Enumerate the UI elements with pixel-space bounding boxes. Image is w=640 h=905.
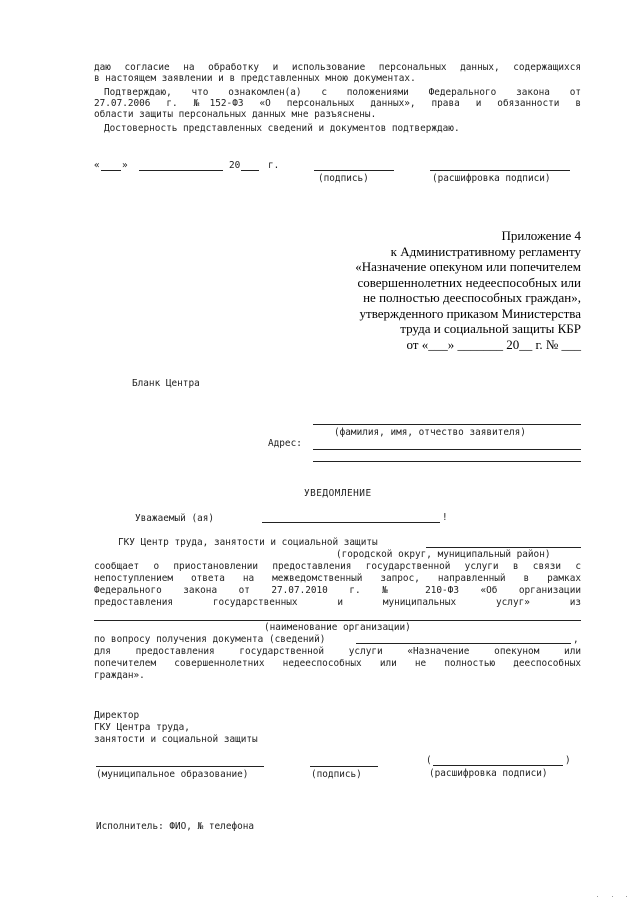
address-blank: [313, 449, 581, 450]
decode-close-paren: ): [565, 755, 571, 766]
document-blank: [356, 643, 571, 644]
consent-text-line: в настоящем заявлении и в представленных мною документах.: [94, 73, 416, 84]
director-line: Директор: [94, 710, 140, 721]
municipality-caption: (муниципальное образование): [96, 769, 249, 780]
appendix-line: Приложение 4: [501, 228, 581, 243]
body-line: граждан».: [94, 670, 145, 681]
consent-text-line: Подтверждаю, что ознакомлен(а) с положениями Федерального закона от: [104, 87, 581, 98]
applicant-name-blank: [313, 424, 581, 425]
decode-caption: (расшифровка подписи): [432, 173, 551, 184]
date-month-blank: [139, 170, 223, 171]
director-signature-caption: (подпись): [311, 769, 362, 780]
body-line: попечителем совершеннолетних недееспособных или не полностью дееспособных: [94, 658, 581, 669]
body-line: для предоставления государственной услуги «Назначение опекуном или: [94, 646, 581, 657]
consent-text-line: 27.07.2006 г. №152-ФЗ «О персональных данных», права и обязанности в: [94, 98, 581, 109]
district-caption: (городской округ, муниципальный район): [336, 549, 551, 560]
salutation-end: !: [442, 512, 448, 523]
date-close-quote: »: [122, 160, 128, 171]
municipality-blank: [96, 766, 264, 767]
appendix-line: труда и социальной защиты КБР: [400, 321, 581, 336]
signature-caption: (подпись): [318, 173, 369, 184]
decode-blank: [430, 170, 570, 171]
organization-blank: [94, 620, 581, 621]
scan-speck: [597, 896, 598, 897]
director-line: ГКУ Центра труда,: [94, 722, 190, 733]
body-line: по вопросу получения документа (сведений): [94, 634, 326, 645]
appendix-line: «Назначение опекуном или попечителем: [355, 259, 581, 274]
organization-caption: (наименование организации): [264, 622, 411, 633]
date-year-prefix: 20: [229, 160, 241, 171]
salutation-name-blank: [262, 522, 440, 523]
consent-text-line: даю согласие на обработку и использование персональных данных, содержащихся: [94, 62, 581, 73]
appendix-line: утвержденного приказом Министерства: [359, 305, 581, 321]
date-day-blank: [101, 170, 121, 171]
scan-speck: [626, 896, 627, 897]
director-line: занятости и социальной защиты: [94, 734, 258, 745]
director-decode-blank: [433, 765, 563, 766]
consent-text-line: Достоверность представленных сведений и документов подтверждаю.: [104, 123, 460, 134]
appendix-line: от «___» _______ 20__ г. № ___: [406, 336, 581, 352]
body-line: непоступлением ответа на межведомственный запрос, направленный в рамках: [94, 573, 581, 584]
date-open-quote: «: [94, 160, 100, 171]
address-label: Адрес:: [268, 438, 302, 449]
appendix-line: не полностью дееспособных граждан»,: [363, 290, 581, 305]
scan-speck: [612, 896, 613, 897]
signature-blank: [314, 170, 394, 171]
executor-line: Исполнитель: ФИО, № телефона: [96, 821, 255, 832]
date-year-blank: [241, 170, 259, 171]
notice-title: УВЕДОМЛЕНИЕ: [304, 488, 372, 499]
salutation: Уважаемый (ая): [135, 513, 215, 524]
blank-center-label: Бланк Центра: [132, 378, 200, 389]
body-line: Федерального закона от 27.07.2010 г. № 210-ФЗ «Об организации: [94, 585, 581, 596]
decode-open-paren: (: [426, 755, 432, 766]
district-blank: [426, 547, 581, 548]
body-line: предоставления государственных и муниципальных услуг» из: [94, 597, 581, 608]
applicant-caption: (фамилия, имя, отчество заявителя): [334, 427, 526, 438]
appendix-line: совершеннолетних недееспособных или: [357, 274, 581, 290]
date-suffix: г.: [268, 160, 280, 171]
body-line: ГКУ Центр труда, занятости и социальной защиты: [118, 537, 378, 548]
address-blank-2: [313, 461, 581, 462]
director-signature-blank: [310, 766, 378, 767]
body-line: сообщает о приостановлении предоставления государственной услуги в связи с: [94, 561, 581, 572]
body-line-end: ,: [573, 634, 579, 645]
consent-text-line: области защиты персональных данных мне разъяснены.: [94, 109, 377, 120]
appendix-line: к Административному регламенту: [390, 243, 581, 259]
director-decode-caption: (расшифровка подписи): [429, 768, 548, 779]
